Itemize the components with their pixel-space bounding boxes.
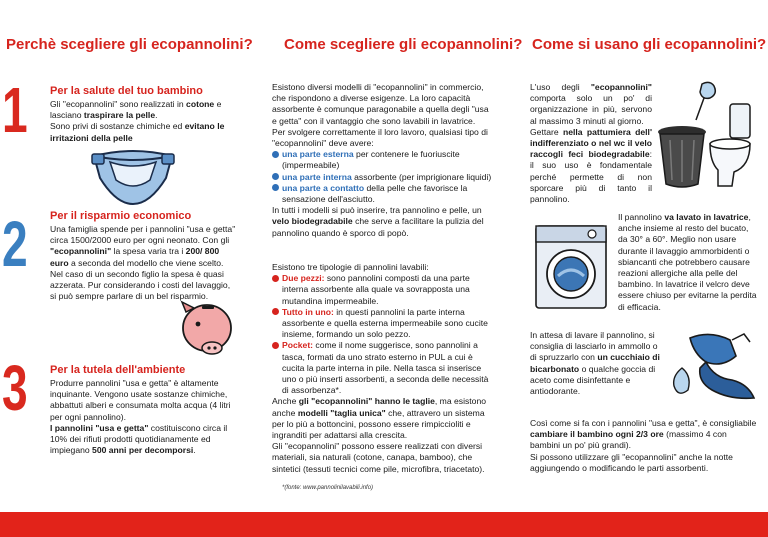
- section-number-3: 3: [2, 352, 28, 424]
- source-note: *(fonte: www.pannolinilavabili.info): [282, 485, 374, 491]
- column-title-why: Perchè scegliere gli ecopannolini?: [6, 36, 253, 53]
- usage-disposal-text: L'uso degli "ecopannolini" comporta solo un po' di organizzazione in più, servono al massimo 3 minuti al giorno. Gettare nella pattumiera dell' indifferenziato o nel wc il velo raccogli feci biodegradabile: il suo uso è fondamentale perché permette di non sporcare più di tanto il pannolino.: [530, 82, 652, 205]
- section-text-health: Gli "ecopannolini" sono realizzati in cotone e lasciano traspirare la pelle. Sono privi di sostanze chimiche ed evitano le irritazioni della pelle: [50, 99, 225, 143]
- trash-toilet-icon: [652, 80, 756, 192]
- usage-changing-text: Così come si fa con i pannolini "usa e getta", è consigliabile cambiare il bambino ogni 2/3 ore (massimo 4 con bambini un po' più grandi). Si possono utilizzare gli "ecopannolini" anche la notte aggiungendo o modificando le parti assorbenti.: [530, 418, 757, 473]
- column-title-how-choose: Come scegliere gli ecopannolini?: [284, 36, 523, 53]
- diaper-types-text: Esistono tre tipologie di pannolini lavabili: Due pezzi: sono pannolini composti da una parte interna assorbente alla quale va sovrapposta una mutandina impermeabile. Tutto in uno: in questi pannolini la parte interna assorbente e quella esterna impermeabile sono cucite insieme, formando un solo pezzo. Pocket: come il nome suggerisce, sono pannolini a tasca, formati da uno strato esterno in PUL a cui è cucita la parte interna in pile. Nella tasca si inserisce uno o più inserti assorbenti, a seconda delle necessità di assorbenza*. Anche gli "ecopannolini" hanno le taglie, ma esistono anche modelli "taglia unica" che, attravero un sistema per lo più a bottoncini, possono essere rimpiccioliti e ingranditi per adattarsi alla crescita. Gli "ecopannolini" possono essere realizzati con diversi materiali, sia naturali (cotone, canapa, bamboo), che sintetici (tessuti tecnici come pile, microfibra, triacetato).: [272, 262, 489, 474]
- section-heading-health: Per la salute del tuo bambino: [50, 85, 203, 97]
- choose-intro-text: Esistono diversi modelli di "ecopannolini" in commercio, che rispondono a diverse esigenze. La loro capacità assorbente è comunque paragonabile a quella degli "usa e getta" con il vantaggio che sono lavabili in lavatrice. Per svolgere correttamente il loro lavoro, qualsiasi tipo di "ecopannolini" deve avere: una parte esterna per contenere le fuoriuscite (impermeabile) una parte interna assorbente (per imprigionare liquidi) una parte a contatto della pelle che favorisce la sensazione dell'asciutto. In tutti i modelli si può inserire, tra pannolino e pelle, un velo biodegradabile che serve a facilitare la pulizia del pannolino quando è sporco di popò.: [272, 82, 492, 238]
- piggy-bank-icon: [176, 298, 238, 360]
- section-number-1: 1: [2, 74, 28, 146]
- washing-machine-icon: [530, 220, 612, 312]
- section-heading-environment: Per la tutela dell'ambiente: [50, 364, 186, 376]
- usage-soaking-text: In attesa di lavare il pannolino, si consiglia di lasciarlo in ammollo o di spruzzarlo con un cucchiaio di bicarbonato o qualche goccia di aceto come disinfettante e antiodorante.: [530, 330, 660, 397]
- diaper-icon: [88, 148, 178, 208]
- section-text-savings: Una famiglia spende per i pannolini "usa e getta" circa 1500/2000 euro per ogni neonato. Con gli "ecopannolini" la spesa varia tra i 200/ 800 euro a seconda del modello che viene scelto. Nel caso di un secondo figlio la spesa è quasi azzerata. Pur considerando i costi del lavaggio, si può sempre parlare di un bel risparmio.: [50, 224, 236, 302]
- usage-washing-text: Il pannolino va lavato in lavatrice, anche insieme al resto del bucato, da 30° a 60°. Meglio non usare durante il lavaggio ammorbidenti o sbiancanti che potrebbero causare reazioni allergiche alla pelle del bambino. In lavatrice il velcro deve essere chiuso per evitarne la perdita di efficacia.: [618, 212, 757, 312]
- soaking-diaper-icon: [670, 328, 760, 404]
- column-title-how-use: Come si usano gli ecopannolini?: [532, 36, 767, 53]
- section-text-environment: Produrre pannolini "usa e getta" è altamente inquinante. Vengono usate sostanze chimiche, abbattuti alberi e consumata molta acqua (4 litri per ogni pannolino). I pannolini "usa e getta" costituiscono circa il 10% dei rifiuti prodotti quotidianamente ed impiegano 500 anni per decomporsi.: [50, 378, 231, 456]
- footer-bar: [0, 512, 768, 537]
- section-heading-savings: Per il risparmio economico: [50, 210, 192, 222]
- section-number-2: 2: [2, 208, 28, 280]
